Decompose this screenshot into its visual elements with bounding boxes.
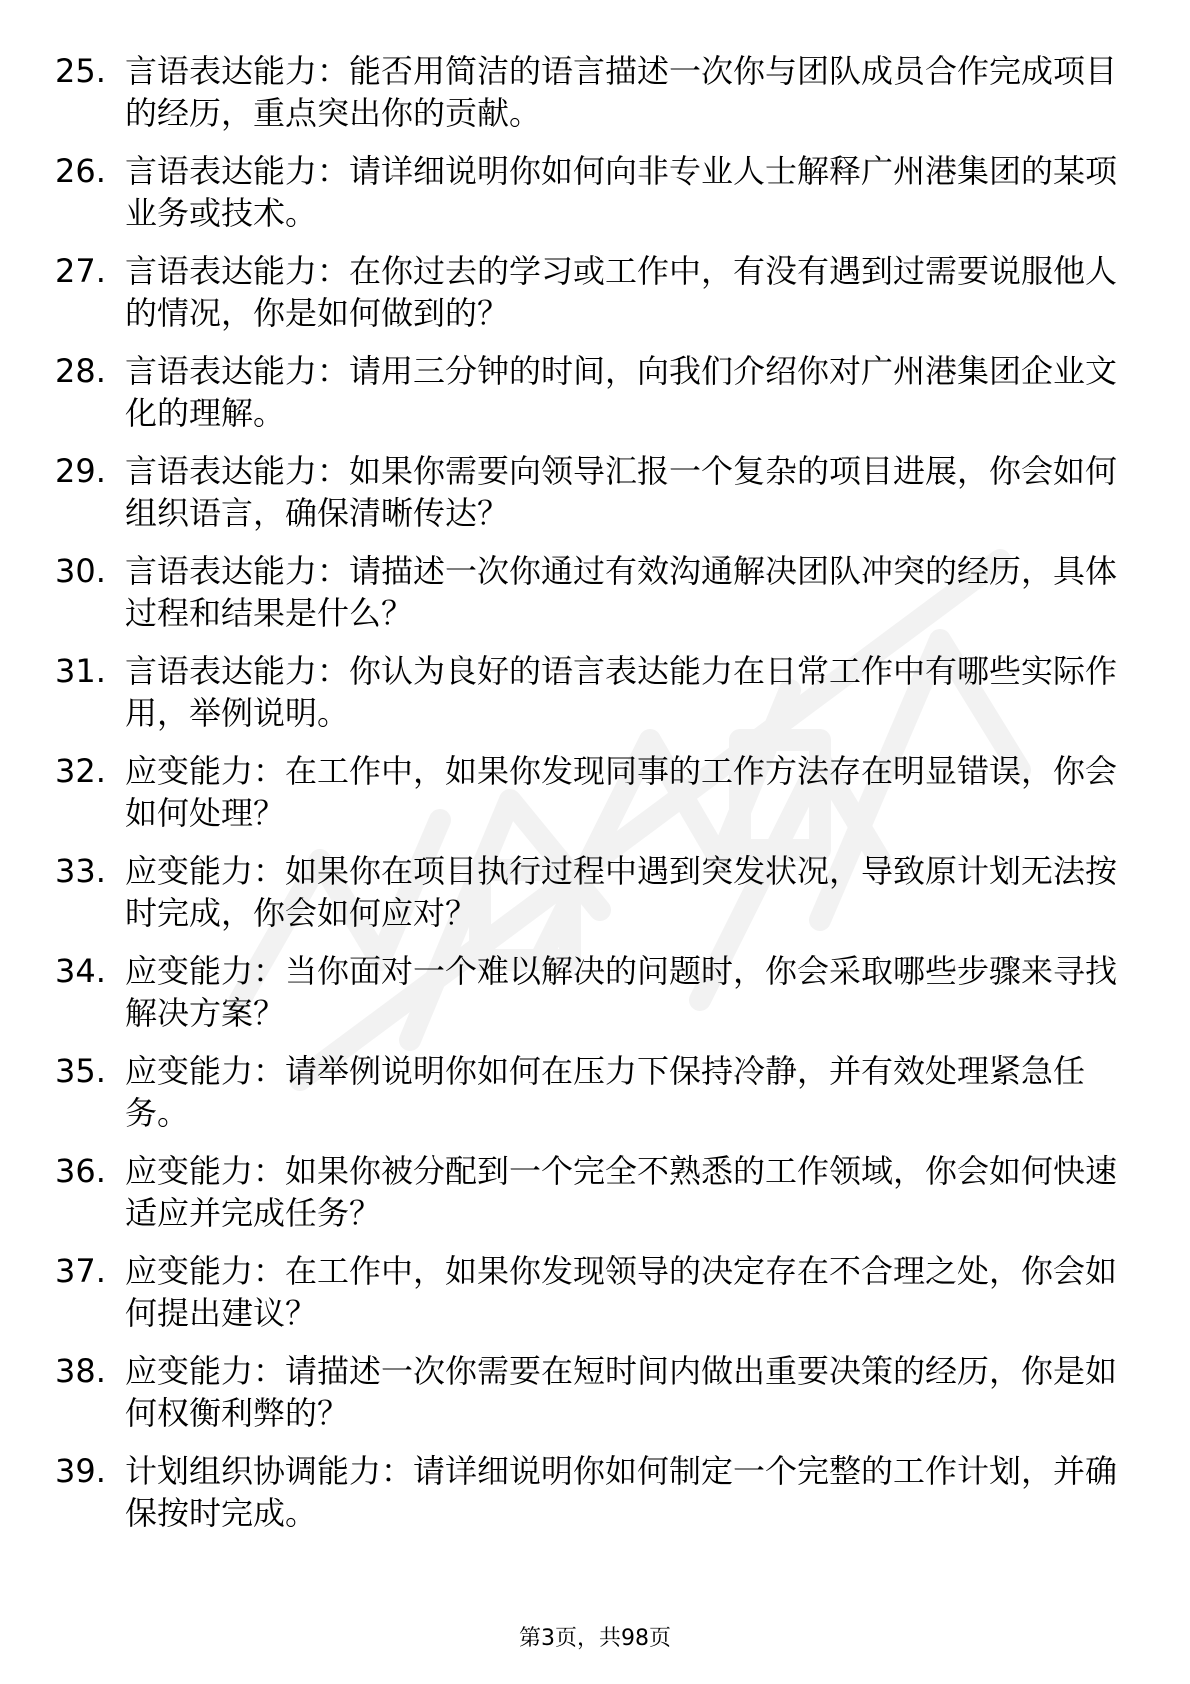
question-text: 应变能力：当你面对一个难以解决的问题时，你会采取哪些步骤来寻找解决方案？ bbox=[125, 952, 1118, 1032]
question-text: 应变能力：在工作中，如果你发现领导的决定存在不合理之处，你会如何提出建议？ bbox=[125, 1252, 1118, 1332]
question-item bbox=[55, 1050, 1135, 1134]
question-number: 33. bbox=[55, 852, 106, 890]
question-text: 言语表达能力：如果你需要向领导汇报一个复杂的项目进展，你会如何组织语言，确保清晰传达？ bbox=[125, 452, 1118, 532]
question-number: 39. bbox=[55, 1452, 106, 1490]
question-list bbox=[55, 50, 1135, 1550]
question-text: 言语表达能力：能否用简洁的语言描述一次你与团队成员合作完成项目的经历，重点突出你的贡献。 bbox=[125, 52, 1118, 132]
page-number-label: 第3页，共98页 bbox=[519, 1626, 671, 1651]
question-text: 应变能力：请描述一次你需要在短时间内做出重要决策的经历，你是如何权衡利弊的？ bbox=[125, 1352, 1118, 1432]
question-number: 29. bbox=[55, 452, 106, 490]
question-number: 28. bbox=[55, 352, 106, 390]
question-item bbox=[55, 950, 1135, 1034]
question-number: 38. bbox=[55, 1352, 106, 1390]
question-item bbox=[55, 850, 1135, 934]
question-item bbox=[55, 450, 1135, 534]
question-text: 言语表达能力：在你过去的学习或工作中，有没有遇到过需要说服他人的情况，你是如何做到的？ bbox=[125, 252, 1118, 332]
question-text: 言语表达能力：请用三分钟的时间，向我们介绍你对广州港集团企业文化的理解。 bbox=[125, 352, 1118, 432]
question-text: 言语表达能力：请描述一次你通过有效沟通解决团队冲突的经历，具体过程和结果是什么？ bbox=[125, 552, 1118, 632]
question-text: 计划组织协调能力：请详细说明你如何制定一个完整的工作计划，并确保按时完成。 bbox=[125, 1452, 1118, 1532]
question-number: 27. bbox=[55, 252, 106, 290]
question-text: 应变能力：请举例说明你如何在压力下保持冷静，并有效处理紧急任务。 bbox=[125, 1052, 1086, 1132]
question-text: 言语表达能力：你认为良好的语言表达能力在日常工作中有哪些实际作用，举例说明。 bbox=[125, 652, 1118, 732]
question-number: 31. bbox=[55, 652, 106, 690]
question-item bbox=[55, 750, 1135, 834]
question-item bbox=[55, 350, 1135, 434]
question-item bbox=[55, 650, 1135, 734]
question-item bbox=[55, 150, 1135, 234]
question-item bbox=[55, 1350, 1135, 1434]
question-item bbox=[55, 250, 1135, 334]
question-text: 应变能力：如果你在项目执行过程中遇到突发状况，导致原计划无法按时完成，你会如何应对？ bbox=[125, 852, 1118, 932]
question-item bbox=[55, 50, 1135, 134]
question-number: 34. bbox=[55, 952, 106, 990]
question-number: 26. bbox=[55, 152, 106, 190]
question-number: 37. bbox=[55, 1252, 106, 1290]
question-number: 25. bbox=[55, 52, 106, 90]
question-text: 应变能力：在工作中，如果你发现同事的工作方法存在明显错误，你会如何处理？ bbox=[125, 752, 1118, 832]
question-item bbox=[55, 1150, 1135, 1234]
question-item bbox=[55, 550, 1135, 634]
page-footer bbox=[0, 1625, 1190, 1653]
question-number: 35. bbox=[55, 1052, 106, 1090]
question-item bbox=[55, 1250, 1135, 1334]
question-number: 32. bbox=[55, 752, 106, 790]
question-number: 30. bbox=[55, 552, 106, 590]
question-text: 言语表达能力：请详细说明你如何向非专业人士解释广州港集团的某项业务或技术。 bbox=[125, 152, 1118, 232]
question-number: 36. bbox=[55, 1152, 106, 1190]
question-text: 应变能力：如果你被分配到一个完全不熟悉的工作领域，你会如何快速适应并完成任务？ bbox=[125, 1152, 1118, 1232]
question-item bbox=[55, 1450, 1135, 1534]
